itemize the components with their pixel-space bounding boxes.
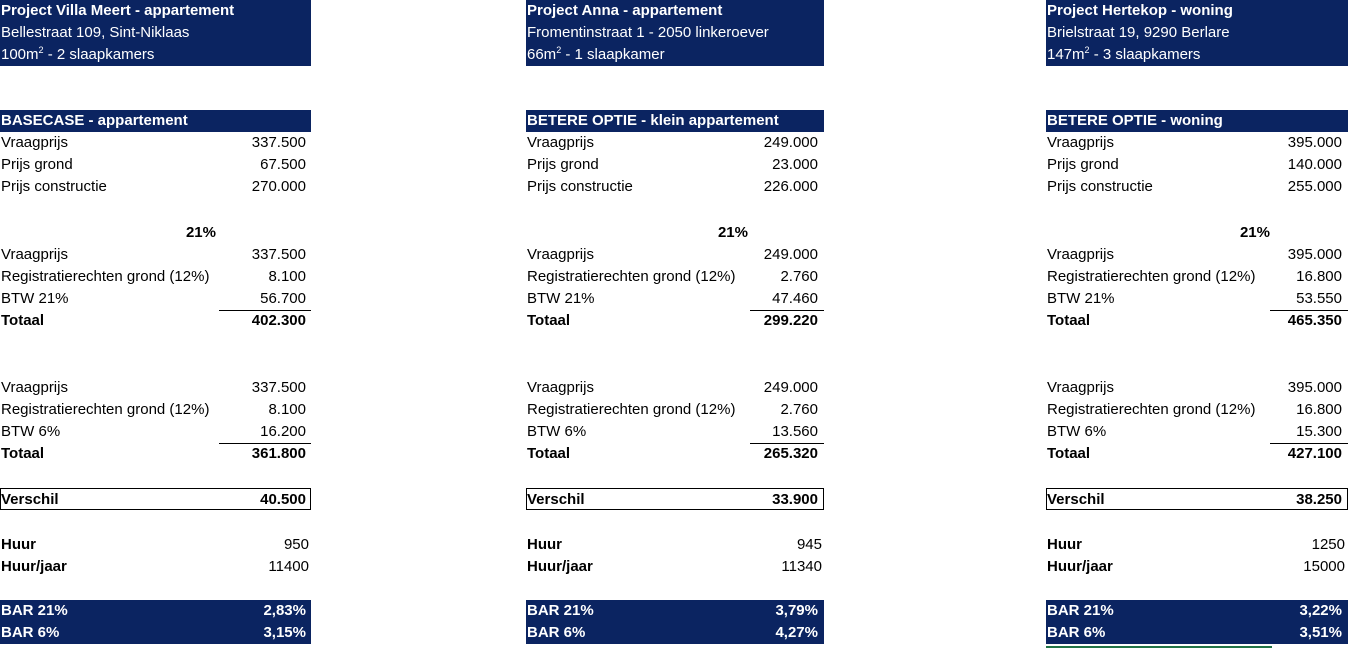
row-value: 337.500 xyxy=(251,134,306,151)
row-value: 249.000 xyxy=(763,246,818,263)
row-label: Huur xyxy=(1,536,36,553)
row-value: 13.560 xyxy=(772,423,818,440)
row-value: 465.350 xyxy=(1287,312,1342,329)
scenario-header[interactable]: BETERE OPTIE - woning xyxy=(1046,110,1348,132)
table-row[interactable] xyxy=(526,244,824,266)
row-label: Totaal xyxy=(527,312,571,329)
table-row[interactable] xyxy=(0,244,311,266)
table-row[interactable] xyxy=(526,288,824,310)
row-label: Prijs constructie xyxy=(1047,178,1153,195)
rent-year-row[interactable] xyxy=(526,556,824,578)
row-value: 3,79% xyxy=(775,602,818,619)
table-row[interactable] xyxy=(0,421,311,443)
table-row[interactable] xyxy=(0,266,311,288)
row-label: Vraagprijs xyxy=(1,134,68,151)
row-value: 16.800 xyxy=(1296,401,1342,418)
row-label: BAR 6% xyxy=(1,624,60,641)
table-row[interactable] xyxy=(0,399,311,421)
row-label: Vraagprijs xyxy=(1047,379,1114,396)
table-row[interactable] xyxy=(1046,421,1348,443)
row-label: Huur/jaar xyxy=(527,558,593,575)
row-value: 249.000 xyxy=(763,379,818,396)
scenario-header[interactable]: BETERE OPTIE - klein appartement xyxy=(526,110,824,132)
bar-21-row[interactable] xyxy=(526,600,824,622)
vat-rate-cell[interactable]: 21% xyxy=(185,224,216,241)
row-label: BTW 21% xyxy=(1047,290,1115,307)
table-row[interactable] xyxy=(0,176,311,198)
project-header: Project Anna - appartement Fromentinstraat 1 - 2050 linkeroever $66m^2 - 1$ slaapkamer xyxy=(526,0,824,66)
row-value: 249.000 xyxy=(763,134,818,151)
row-label: Huur/jaar xyxy=(1047,558,1113,575)
total-6-row[interactable] xyxy=(0,443,311,465)
row-label: Prijs grond xyxy=(1,156,73,173)
scenario-header[interactable]: BASECASE - appartement xyxy=(0,110,311,132)
row-value: 2,83% xyxy=(263,602,306,619)
table-row[interactable] xyxy=(1046,154,1348,176)
row-label: Vraagprijs xyxy=(1,246,68,263)
row-label: Totaal xyxy=(1047,312,1091,329)
row-value: 337.500 xyxy=(251,246,306,263)
table-row[interactable] xyxy=(526,399,824,421)
rent-row[interactable] xyxy=(0,534,311,556)
row-value: 265.320 xyxy=(763,445,818,462)
total-21-row[interactable] xyxy=(0,310,311,332)
row-label: BAR 21% xyxy=(1,602,68,619)
table-row[interactable] xyxy=(0,132,311,154)
row-value: 402.300 xyxy=(251,312,306,329)
rent-year-row[interactable] xyxy=(1046,556,1348,578)
row-label: Vraagprijs xyxy=(527,379,594,396)
row-value: 23.000 xyxy=(772,156,818,173)
vat-rate-cell[interactable]: 21% xyxy=(717,224,748,241)
row-value: 270.000 xyxy=(251,178,306,195)
table-row[interactable] xyxy=(1046,288,1348,310)
table-row[interactable] xyxy=(526,266,824,288)
difference-row[interactable] xyxy=(526,489,824,511)
row-value: 16.200 xyxy=(260,423,306,440)
table-row[interactable] xyxy=(1046,132,1348,154)
row-value: 56.700 xyxy=(260,290,306,307)
row-value: 1250 xyxy=(1311,536,1345,553)
row-value: 361.800 xyxy=(251,445,306,462)
row-label: Verschil xyxy=(527,491,585,508)
table-row[interactable] xyxy=(0,377,311,399)
bar-21-row[interactable] xyxy=(1046,600,1348,622)
table-row[interactable] xyxy=(526,421,824,443)
row-value: 38.250 xyxy=(1296,491,1342,508)
rent-row[interactable] xyxy=(1046,534,1348,556)
row-value: 395.000 xyxy=(1287,134,1342,151)
row-label: Registratierechten grond (12%) xyxy=(1047,268,1256,285)
bar-6-row[interactable] xyxy=(1046,622,1348,644)
table-row[interactable] xyxy=(526,176,824,198)
total-21-row[interactable] xyxy=(1046,310,1348,332)
row-label: Prijs grond xyxy=(527,156,599,173)
table-row[interactable] xyxy=(526,154,824,176)
row-value: 15.300 xyxy=(1296,423,1342,440)
row-value: 2.760 xyxy=(780,268,818,285)
project-header: Project Hertekop - woning Brielstraat 19, 9290 Berlare $147m^2 - 3$ slaapkamers xyxy=(1046,0,1348,66)
difference-row[interactable] xyxy=(0,489,311,511)
row-value: 337.500 xyxy=(251,379,306,396)
row-label: Vraagprijs xyxy=(1047,246,1114,263)
table-row[interactable] xyxy=(1046,377,1348,399)
bar-6-row[interactable] xyxy=(526,622,824,644)
row-label: Registratierechten grond (12%) xyxy=(1,401,210,418)
row-label: Verschil xyxy=(1,491,59,508)
row-value: 3,51% xyxy=(1299,624,1342,641)
row-label: Registratierechten grond (12%) xyxy=(1047,401,1256,418)
row-value: 140.000 xyxy=(1287,156,1342,173)
row-label: BTW 6% xyxy=(1,423,61,440)
row-label: Prijs grond xyxy=(1047,156,1119,173)
row-label: BTW 6% xyxy=(527,423,587,440)
row-value: 945 xyxy=(796,536,822,553)
table-row[interactable] xyxy=(1046,266,1348,288)
row-label: BAR 6% xyxy=(1047,624,1106,641)
rent-year-row[interactable] xyxy=(0,556,311,578)
row-label: Totaal xyxy=(527,445,571,462)
row-value: 226.000 xyxy=(763,178,818,195)
row-value: 3,15% xyxy=(263,624,306,641)
row-label: BAR 21% xyxy=(1047,602,1114,619)
row-value: 67.500 xyxy=(260,156,306,173)
vat-rate-cell[interactable]: 21% xyxy=(1239,224,1270,241)
row-label: BTW 21% xyxy=(1,290,69,307)
total-6-row[interactable] xyxy=(1046,443,1348,465)
row-value: 40.500 xyxy=(260,491,306,508)
row-value: 4,27% xyxy=(775,624,818,641)
row-label: Vraagprijs xyxy=(527,246,594,263)
row-value: 15000 xyxy=(1303,558,1345,575)
rent-row[interactable] xyxy=(526,534,824,556)
row-value: 255.000 xyxy=(1287,178,1342,195)
row-value: 8.100 xyxy=(268,401,306,418)
table-row[interactable] xyxy=(1046,176,1348,198)
row-value: 33.900 xyxy=(772,491,818,508)
row-label: Huur xyxy=(1047,536,1082,553)
row-label: Totaal xyxy=(1,445,45,462)
row-label: Registratierechten grond (12%) xyxy=(1,268,210,285)
row-label: Totaal xyxy=(1047,445,1091,462)
row-label: BTW 6% xyxy=(1047,423,1107,440)
row-label: BAR 21% xyxy=(527,602,594,619)
row-label: Vraagprijs xyxy=(527,134,594,151)
table-row[interactable] xyxy=(1046,399,1348,421)
row-value: 3,22% xyxy=(1299,602,1342,619)
row-label: Registratierechten grond (12%) xyxy=(527,268,736,285)
selected-cell-indicator xyxy=(1046,646,1272,648)
row-value: 11340 xyxy=(781,558,822,575)
total-21-row[interactable] xyxy=(526,310,824,332)
row-label: Totaal xyxy=(1,312,45,329)
row-label: Huur xyxy=(527,536,562,553)
row-label: Prijs constructie xyxy=(527,178,633,195)
row-value: 299.220 xyxy=(763,312,818,329)
row-value: 395.000 xyxy=(1287,246,1342,263)
row-value: 8.100 xyxy=(268,268,306,285)
table-row[interactable] xyxy=(0,154,311,176)
row-label: Prijs constructie xyxy=(1,178,107,195)
row-value: 47.460 xyxy=(772,290,818,307)
bar-21-row[interactable] xyxy=(0,600,311,622)
row-value: 53.550 xyxy=(1296,290,1342,307)
row-label: Huur/jaar xyxy=(1,558,67,575)
row-value: 427.100 xyxy=(1287,445,1342,462)
row-label: Vraagprijs xyxy=(1,379,68,396)
row-value: 11400 xyxy=(268,558,309,575)
row-value: 2.760 xyxy=(780,401,818,418)
difference-row[interactable] xyxy=(1046,489,1348,511)
row-value: 395.000 xyxy=(1287,379,1342,396)
row-value: 16.800 xyxy=(1296,268,1342,285)
row-label: BAR 6% xyxy=(527,624,586,641)
table-row[interactable] xyxy=(526,377,824,399)
table-row[interactable] xyxy=(526,132,824,154)
table-row[interactable] xyxy=(1046,244,1348,266)
row-label: Verschil xyxy=(1047,491,1105,508)
row-value: 950 xyxy=(283,536,309,553)
row-label: BTW 21% xyxy=(527,290,595,307)
row-label: Vraagprijs xyxy=(1047,134,1114,151)
table-row[interactable] xyxy=(0,288,311,310)
project-header: Project Villa Meert - appartement Bellestraat 109, Sint-Niklaas $100m^2 - 2$ slaapkamers xyxy=(0,0,311,66)
row-label: Registratierechten grond (12%) xyxy=(527,401,736,418)
total-6-row[interactable] xyxy=(526,443,824,465)
bar-6-row[interactable] xyxy=(0,622,311,644)
